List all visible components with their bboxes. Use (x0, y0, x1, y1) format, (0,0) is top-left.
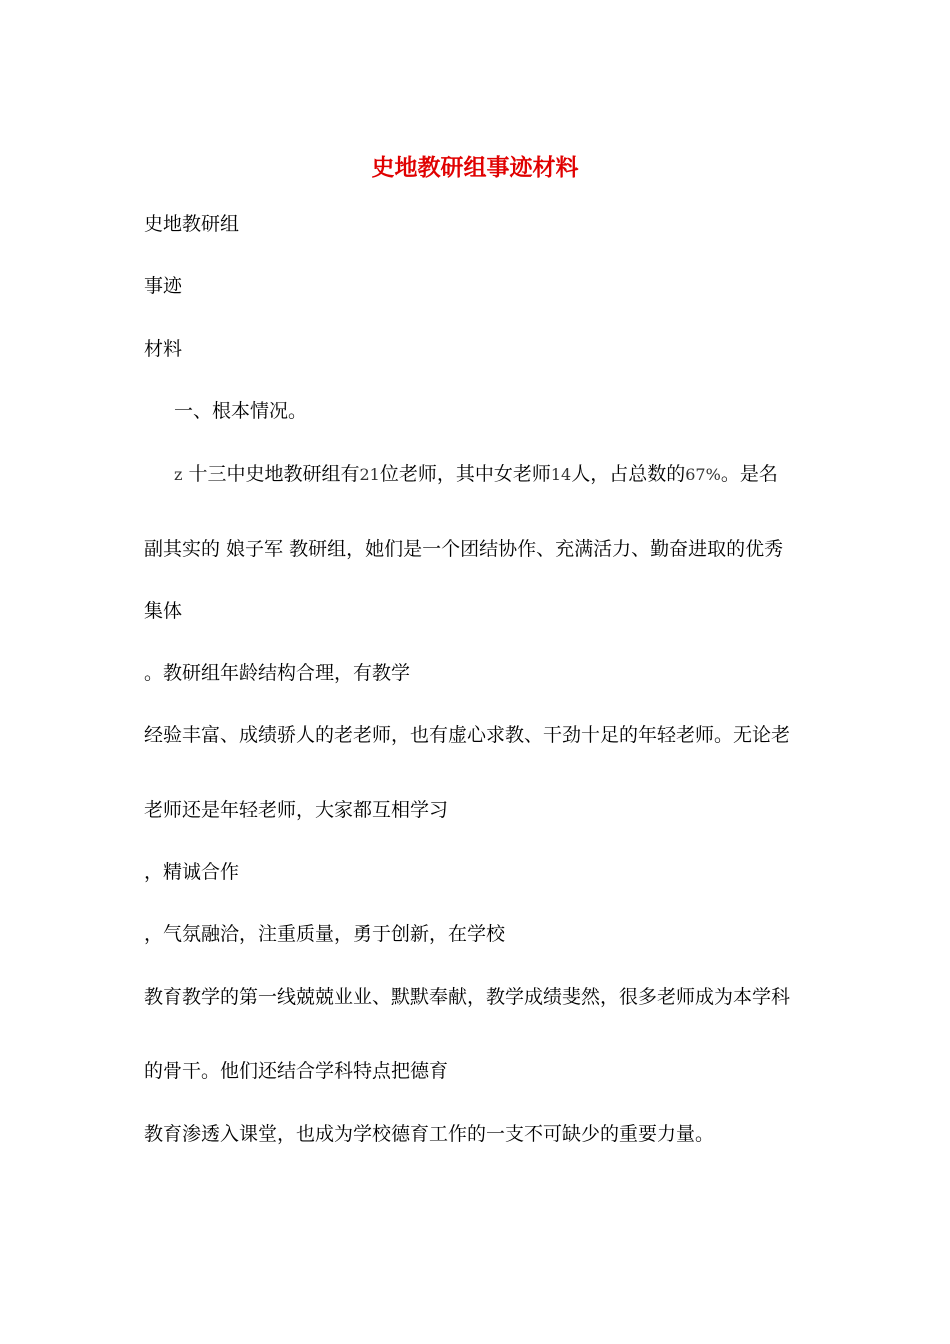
para-text: 十三中史地教研组有 (188, 463, 360, 485)
body-line: 副其实的 娘子军 教研组，她们是一个团结协作、充满活力、勤奋进取的优秀 (144, 538, 784, 560)
body-line: 老师还是年轻老师，大家都互相学习 (144, 799, 449, 821)
body-line: ，精诚合作 (144, 861, 240, 883)
female-percent: 67% (685, 465, 721, 484)
body-line: 教育教学的第一线兢兢业业、默默奉献，教学成绩斐然，很多老师成为本学科 (144, 986, 791, 1008)
page-title: 史地教研组事迹材料 (371, 154, 579, 181)
body-line: 经验丰富、成绩骄人的老老师，也有虚心求教、干劲十足的年轻老师。无论老 (144, 724, 791, 746)
heading-line: 事迹 (144, 275, 183, 297)
para-text: 人，占总数的 (571, 463, 686, 485)
body-line: ，气氛融洽，注重质量，勇于创新，在学校 (144, 923, 506, 945)
body-line: 教育渗透入课堂，也成为学校德育工作的一支不可缺少的重要力量。 (144, 1123, 715, 1145)
paragraph-first-line (174, 461, 778, 488)
para-text: 位老师，其中女老师 (379, 463, 551, 485)
body-line: 的骨干。他们还结合学科特点把德育 (144, 1060, 449, 1082)
heading-line: 材料 (144, 338, 183, 360)
section-heading: 一、根本情况。 (174, 400, 308, 422)
teacher-count: 21 (359, 465, 380, 484)
para-text: 。是名 (720, 463, 778, 485)
heading-line: 史地教研组 (144, 213, 240, 235)
body-line: 。教研组年龄结构合理，有教学 (144, 662, 411, 684)
para-prefix: z (174, 465, 183, 484)
female-count: 14 (550, 465, 572, 484)
body-line: 集体 (144, 600, 183, 622)
